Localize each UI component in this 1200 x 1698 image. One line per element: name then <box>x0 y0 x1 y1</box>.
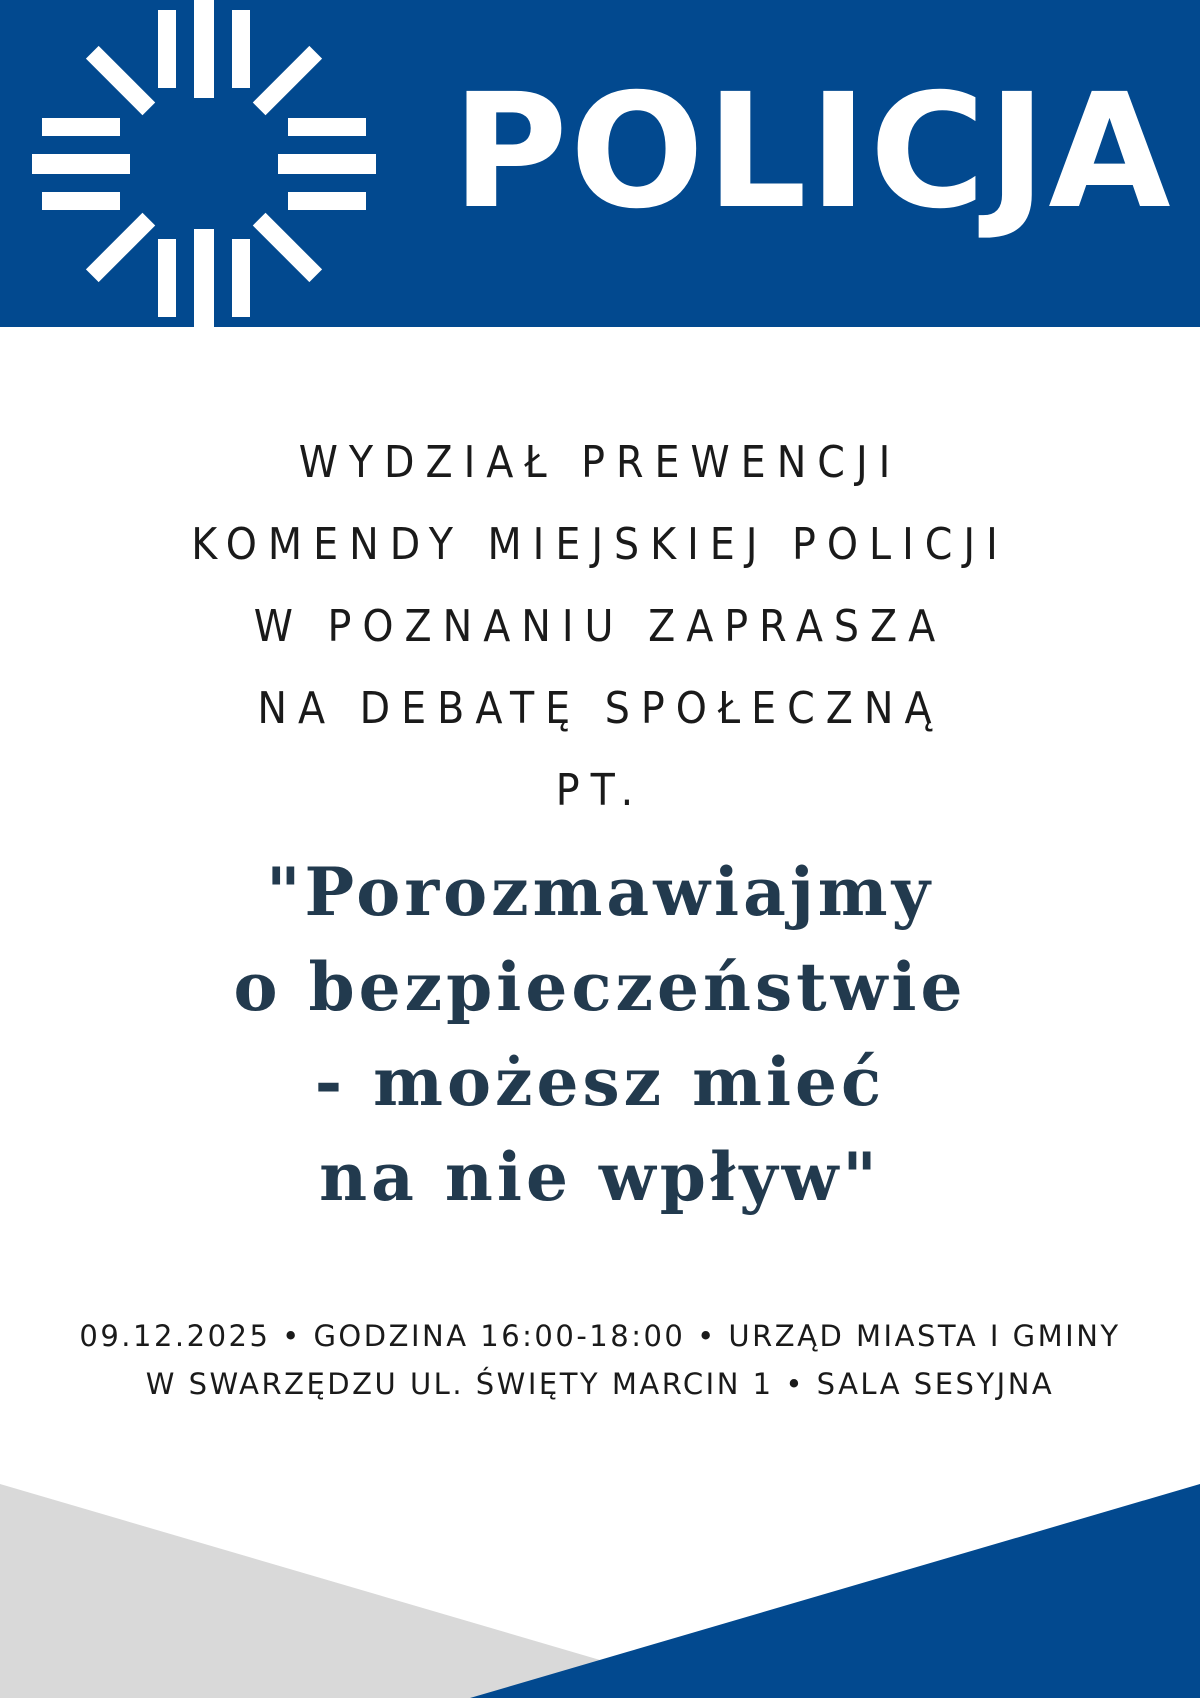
footer-decoration <box>0 1480 1200 1698</box>
title-line: na nie wpływ" <box>319 1138 881 1216</box>
details-line: 09.12.2025 • GODZINA 16:00-18:00 • URZĄD MIASTA I GMINY <box>79 1319 1121 1353</box>
title-line: - możesz mieć <box>314 1043 886 1121</box>
footer-blue-shape <box>470 1484 1200 1698</box>
intro-line: W POZNANIU ZAPRASZA <box>253 601 947 652</box>
brand-wordmark: POLICJA <box>452 60 1173 244</box>
event-details <box>60 1312 1140 1408</box>
intro-line: WYDZIAŁ PREWENCJI <box>298 437 902 488</box>
invitation-intro <box>60 422 1140 832</box>
intro-line: NA DEBATĘ SPOŁECZNĄ <box>257 683 943 734</box>
intro-line: KOMENDY MIEJSKIEJ POLICJI <box>191 519 1009 570</box>
police-star-emblem-icon <box>28 0 388 327</box>
debate-title <box>60 845 1140 1225</box>
header-banner <box>0 0 1200 327</box>
details-line: W SWARZĘDZU UL. ŚWIĘTY MARCIN 1 • SALA SESYJNA <box>145 1367 1055 1401</box>
footer-gray-shape <box>0 1484 600 1698</box>
title-line: o bezpieczeństwie <box>233 948 967 1026</box>
intro-line: PT. <box>555 765 645 816</box>
title-line: "Porozmawiajmy <box>266 853 934 931</box>
